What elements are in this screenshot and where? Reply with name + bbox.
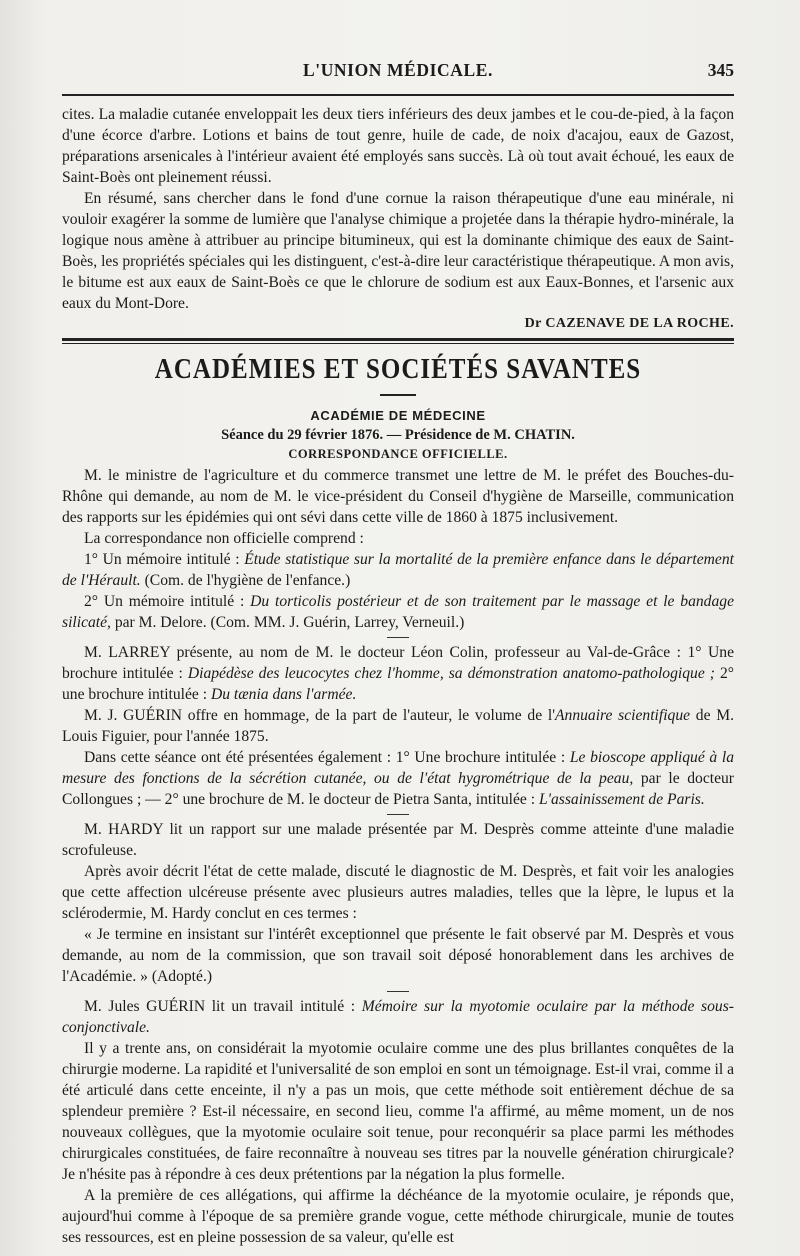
correspondence-heading: CORRESPONDANCE OFFICIELLE.: [288, 447, 508, 461]
session-line: Séance du 29 février 1876. — Présidence de M. CHATIN.: [221, 427, 575, 443]
separator-rule: [387, 991, 409, 992]
correspondence-item-1: 1° Un mémoire intitulé : Étude statistique sur la mortalité de la première enfance dans le département de l'Hérault. (Com. de l'hygiène de l'enfance.): [62, 551, 734, 589]
jguerin-paragraph-1: M. Jules GUÉRIN lit un travail intitulé : Mémoire sur la myotomie oculaire par la méthode sous-conjonctivale.: [62, 998, 734, 1036]
journal-title: L'UNION MÉDICALE.: [302, 60, 494, 80]
separator-rule: [387, 814, 409, 815]
correspondence-item-2: 2° Un mémoire intitulé : Du torticolis postérieur et de son traitement par le massage et le bandage silicaté, par M. Delore. (Com. MM. J. Guérin, Larrey, Verneuil.): [62, 593, 734, 631]
intro-paragraph-1: cites. La maladie cutanée enveloppait les deux tiers inférieurs des deux jambes et le cou-de-pied, à la façon d'une écorce d'arbre. Lotions et bains de tout genre, huile de cade, de noix d'acajou, eaux de Gazost, préparations arsenicales à l'intérieur avaient été employés sans succès. Là où tout avait échoué, les eaux de Saint-Boès ont pleinement réussi.: [62, 106, 734, 186]
subsection-title: ACADÉMIE DE MÉDECINE: [310, 408, 486, 423]
guerin-paragraph: M. J. GUÉRIN offre en hommage, de la part de l'auteur, le volume de l'Annuaire scientifique de M. Louis Figuier, pour l'année 1875.: [62, 707, 734, 745]
section-title: ACADÉMIES ET SOCIÉTÉS SAVANTES: [154, 353, 642, 385]
author-signature: Dr CAZENAVE DE LA ROCHE.: [524, 316, 734, 331]
running-head: [62, 58, 734, 84]
jguerin-paragraph-3: A la première de ces allégations, qui affirme la déchéance de la myotomie oculaire, je réponds que, aujourd'hui comme à l'époque de sa première grande vogue, cette méthode chirurgicale, munie de toutes ses ressources, est en pleine possession de sa valeur, qu'elle est: [62, 1187, 734, 1246]
intro-paragraph-2: En résumé, sans chercher dans le fond d'une cornue la raison thérapeutique d'une eau minérale, ni vouloir exagérer la somme de lumière que l'analyse chimique a projetée dans la thérapie hydro-minérale, la logique nous amène à attribuer au principe bitumineux, qui est la dominante chimique des eaux de Saint-Boès, les propriétés spéciales qui les distinguent, c'est-à-dire leur caractéristique thérapeutique. A mon avis, le bitume est aux eaux de Saint-Boès ce que le chlorure de sodium est aux Eaux-Bonnes, et l'arsenic aux eaux du Mont-Dore.: [62, 190, 734, 312]
official-correspondence: M. le ministre de l'agriculture et du commerce transmet une lettre de M. le préfet des Bouches-du-Rhône qui demande, au nom de M. le vice-président du Conseil d'hygiène de Marseille, communication des rapports sur les épidémies qui ont sévi dans cette ville de 1860 à 1875 inclusivement.: [62, 467, 734, 526]
section-rule: [62, 338, 734, 341]
hardy-quote: « Je termine en insistant sur l'intérêt exceptionnel que présente le fait observé par M. Desprès et vous demande, au nom de la commission, que son travail soit déposé honorablement dans les archives de l'Académie. » (Adopté.): [62, 926, 734, 985]
page-number: 345: [707, 60, 734, 80]
nonofficial-intro: La correspondance non officielle comprend :: [84, 530, 364, 547]
larrey-paragraph: M. LARREY présente, au nom de M. le docteur Léon Colin, professeur au Val-de-Grâce : 1° Une brochure intitulée : Diapédèse des leucocytes chez l'homme, sa démonstration anatomo-pathologique ; 2° une brochure intitulée : Du tænia dans l'armée.: [62, 644, 734, 703]
also-presented-paragraph: Dans cette séance ont été présentées également : 1° Une brochure intitulée : Le bioscope appliqué à la mesure des fonctions de la sécrétion cutanée, ou de l'état hygrométrique de la peau, par le docteur Collongues ; — 2° une brochure de M. le docteur de Pietra Santa, intitulée : L'assainissement de Paris.: [62, 749, 735, 808]
page-content: [62, 58, 734, 1248]
title-rule: [380, 394, 416, 396]
hardy-paragraph-1: M. HARDY lit un rapport sur une malade présentée par M. Desprès comme atteinte d'une maladie scrofuleuse.: [62, 821, 734, 859]
section-rule-thin: [62, 343, 734, 344]
hardy-paragraph-2: Après avoir décrit l'état de cette malade, discuté le diagnostic de M. Desprès, et fait voir les analogies que cette affection ulcéreuse présente avec plusieurs autres maladies, telles que la lèpre, le lupus et la sclérodermie, M. Hardy conclut en ces termes :: [62, 863, 734, 922]
separator-rule: [387, 637, 409, 638]
jguerin-paragraph-2: Il y a trente ans, on considérait la myotomie oculaire comme une des plus brillantes conquêtes de la chirurgie moderne. La rapidité et l'universalité de son emploi en sont un témoignage. Est-il vrai, comme il a été articulé dans cette enceinte, il n'y a pas un mois, que cette méthode soit entièrement déchue de sa splendeur première ? Est-il nécessaire, en second lieu, comme l'a affirmé, au même moment, un de nos nouveaux collègues, que la myotomie oculaire soit tenue, pour reconquérir sa place parmi les méthodes chirurgicales constituées, de faire reconnaître à nouveau ses titres par la nouvelle génération chirurgicale? Je n'hésite pas à répondre à ces deux prétentions par la négation la plus formelle.: [62, 1040, 734, 1183]
